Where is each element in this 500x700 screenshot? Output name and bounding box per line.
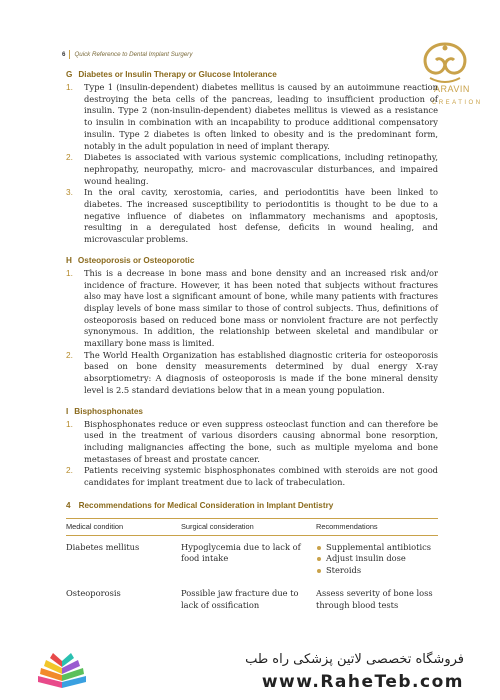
list-item: 2. Diabetes is associated with various systemic complications, including retinopathy, nephropathy, neuropathy, micro- and macrovascular disturbances, and impaired wound healing. xyxy=(66,152,438,186)
section-heading-g: G Diabetes or Insulin Therapy or Glucose Intolerance xyxy=(66,70,277,79)
books-logo-icon xyxy=(34,648,90,694)
recommendations-table xyxy=(66,518,438,618)
section-i-list xyxy=(66,419,438,489)
column-header: Surgical consideration xyxy=(181,518,316,535)
page-content xyxy=(66,70,438,617)
footer-url: www.RaheTeb.com xyxy=(261,672,464,692)
table-cell: Diabetes mellitus xyxy=(66,541,140,552)
footer-store-name: فروشگاه تخصصی لاتین پزشکی راه طب xyxy=(245,652,464,667)
section-h-list xyxy=(66,268,438,397)
running-header xyxy=(62,50,192,59)
column-header: Medical condition xyxy=(66,518,181,535)
section-g-list xyxy=(66,82,438,246)
page-number: 6 xyxy=(62,51,66,58)
list-item: Adjust insulin dose xyxy=(316,553,438,565)
list-item: 1. Type 1 (insulin-dependent) diabetes mellitus is caused by an autoimmune reaction destroying the beta cells of the pancreas, leading to insufficient production of insulin. Type 2 (non-insulin-dependent) diabetes mellitus is viewed as a resistance to insulin in combination with an incapability to produce additional compensatory insulin. Type 2 diabetes is often linked to obesity and is the predominant form, notably in the adult population in need of implant therapy. xyxy=(66,82,438,151)
table-header-row xyxy=(66,518,438,535)
table-cell xyxy=(316,535,438,582)
list-item: 1. Bisphosphonates reduce or even suppress osteoclast function and can therefore be used in the treatment of various disorders causing abnormal bone resorption, including malignancies affecting the bone, such as multiple myeloma and bone metastases of breast and prostate cancer. xyxy=(66,418,438,464)
list-item: Supplemental antibiotics xyxy=(316,542,438,554)
header-divider xyxy=(69,50,70,59)
watermark-brand: ARAVIN xyxy=(434,84,470,94)
list-item: 2. The World Health Organization has established diagnostic criteria for osteoporosis based on bone density measurements determined by dual energy X-ray absorptiometry: A diagnosis of osteoporosis is made if the bone mineral density level is 2.5 standard deviations below that in a mean young population. xyxy=(66,349,438,395)
table-row xyxy=(66,582,438,617)
table-cell: Osteoporosis xyxy=(66,588,121,599)
section-heading-i: I Bisphosphonates xyxy=(66,406,143,416)
recommendation-list xyxy=(316,542,438,577)
section-heading-h: H Osteoporosis or Osteoporotic xyxy=(66,255,195,265)
list-item: 3. In the oral cavity, xerostomia, caries, and periodontitis have been linked to diabetes. The increased susceptibility to periodontitis is thought to be due to a negative influence of diabetes on inflammatory mechanisms and apoptosis, resulting in a deregulated host defense, deficits in wound healing, and microvascular problems. xyxy=(66,187,438,245)
book-title: Quick Reference to Dental Implant Surgery xyxy=(74,51,193,58)
table-cell: Assess severity of bone loss through blood tests xyxy=(316,588,433,610)
footer-banner xyxy=(0,642,500,700)
table-cell: Possible jaw fracture due to lack of ossification xyxy=(181,588,299,610)
list-item: 2. Patients receiving systemic bisphosphonates combined with steroids are not good candidates for implant treatment due to lack of trabeculation. xyxy=(66,465,438,488)
table-row xyxy=(66,535,438,582)
list-item: 1. This is a decrease in bone mass and bone density and an increased risk and/or incidence of fracture. However, it has been noted that subjects without fractures also may have lost a significant amount of bone, while many patients with fractures display levels of bone mass similar to those of control subjects. Thus, definitions of osteoporosis based on reduced bone mass or nonviolent fracture are not perfectly synonymous. In addition, the relationship between skeletal and mandibular or maxillary bone mass is limited. xyxy=(66,267,438,349)
column-header: Recommendations xyxy=(316,518,438,535)
list-item: Steroids xyxy=(316,565,438,577)
table-cell: Hypoglycemia due to lack of food intake xyxy=(181,541,301,564)
watermark-tagline: CREATION xyxy=(432,100,483,106)
table-title: 4 Recommendations for Medical Consideration in Implant Dentistry xyxy=(66,500,334,510)
